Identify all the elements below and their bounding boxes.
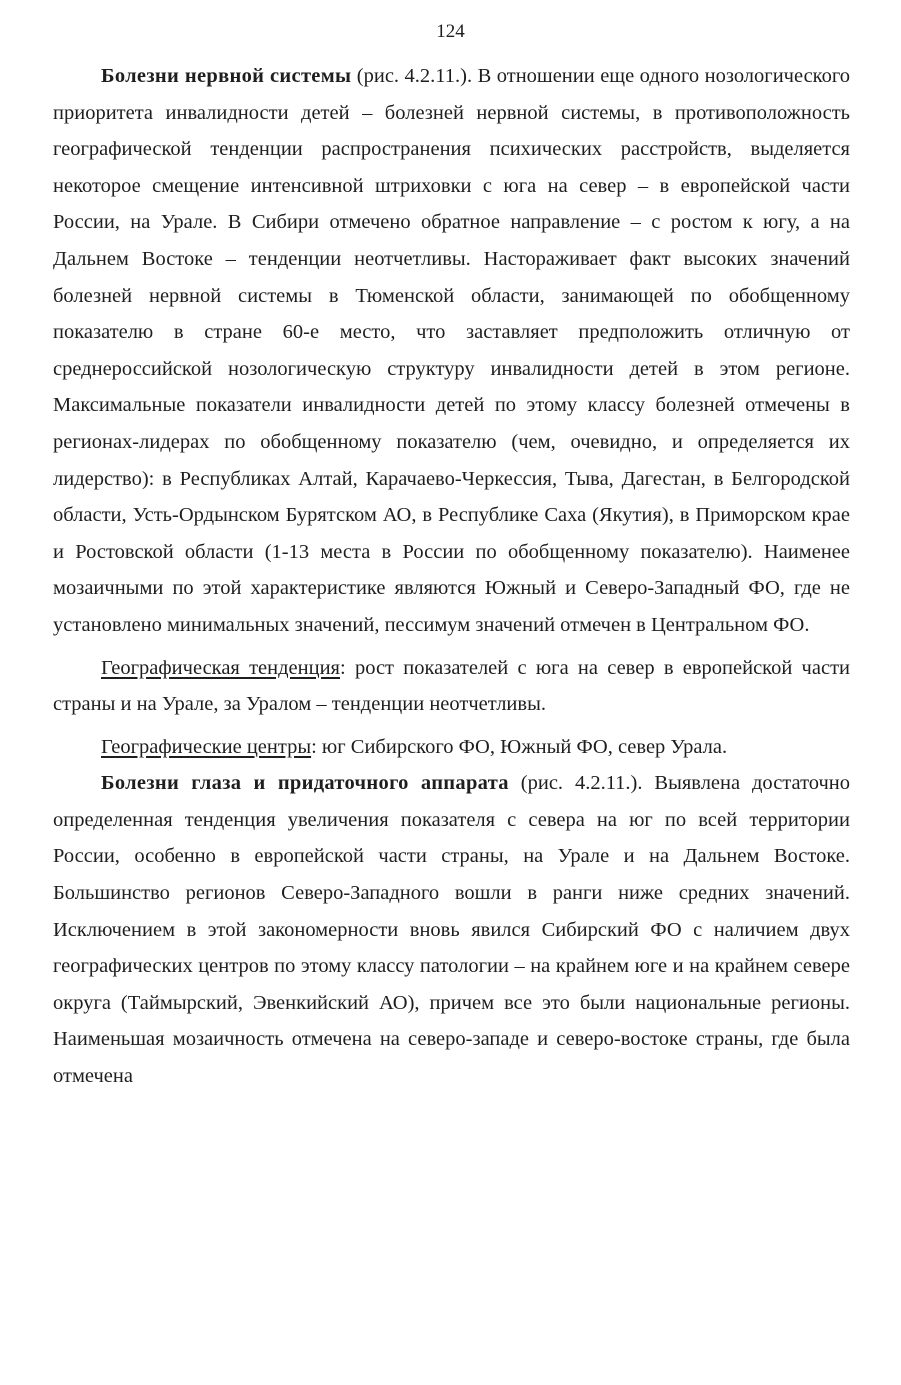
document-body: [53, 58, 850, 1095]
section-heading-eye-diseases: Болезни глаза и придаточного аппарата: [101, 772, 509, 795]
label-geographic-trend: Географическая тенденция: [101, 656, 340, 679]
label-geographic-centers: Географические центры: [101, 735, 312, 758]
paragraph-text: : юг Сибирского ФО, Южный ФО, север Урала.: [311, 735, 728, 758]
paragraph-eye-diseases: [53, 765, 850, 1094]
paragraph-text: : рост показателей с юга на север в европейской части страны и на Урале, за Уралом – тенденции неотчетливы.: [53, 656, 850, 716]
section-heading-nervous-system: Болезни нервной системы: [101, 65, 352, 87]
page-number: 124: [436, 21, 465, 42]
paragraph-text: (рис. 4.2.11.). В отношении еще одного нозологического приоритета инвалидности детей – болезней нервной системы, в противоположность географической тенденции распространения психических расстройств, выделяется некоторое смещение интенсивной штриховки с юга на север – в европейской части России, на Урале. В Сибири отмечено обратное направление – с ростом к югу, а на Дальнем Востоке – тенденции неотчетливы. Настораживает факт высоких значений болезней нервной системы в Тюменской области, занимающей по обобщенному показателю в стране 60-е место, что заставляет предположить отличную от среднероссийской нозологическую структуру инвалидности детей в этом регионе. Максимальные показатели инвалидности детей по этому классу болезней отмечены в регионах-лидерах по обобщенному показателю (чем, очевидно, и определяется их лидерство): в Республиках Алтай, Карачаево-Черкессия, Тыва, Дагестан, в Белгородской области, Усть-Ордынском Бурятском АО, в Республике Саха (Якутия), в Приморском крае и Ростовской области (1-13 места в России по обобщенному показателю). Наименее мозаичными по этой характеристике являются Южный и Северо-Западный ФО, где не установлено минимальных значений, пессимум значений отмечен в Центральном ФО.: [53, 65, 850, 636]
paragraph-text: (рис. 4.2.11.). Выявлена достаточно определенная тенденция увеличения показателя с севера на юг по всей территории России, особенно в европейской части страны, на Урале и на Дальнем Востоке. Большинство регионов Северо-Западного вошли в ранги ниже средних значений. Исключением в этой закономерности вновь явился Сибирский ФО с наличием двух географических центров по этому классу патологии – на крайнем юге и на крайнем севере округа (Таймырский, Эвенкийский АО), причем все это были национальные регионы. Наименьшая мозаичность отмечена на северо-западе и северо-востоке страны, где была отмечена: [53, 772, 851, 1088]
paragraph-geographic-trend: [53, 650, 850, 723]
paragraph-geographic-centers: [53, 729, 850, 766]
paragraph-nervous-system: [53, 58, 850, 644]
